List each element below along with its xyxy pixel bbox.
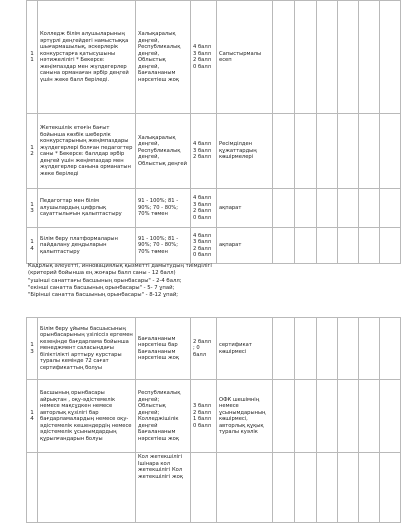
empty-cell [359, 453, 380, 523]
score-cell [191, 453, 217, 523]
empty-cell [359, 1, 380, 114]
empty-cell [295, 453, 317, 523]
row-number: 14 [27, 228, 38, 264]
empty-cell [317, 1, 338, 114]
empty-cell [359, 228, 380, 264]
empty-cell [338, 189, 359, 228]
empty-cell [338, 453, 359, 523]
empty-cell [317, 228, 338, 264]
note-line: "екінші санатта басшының орынбасары" - 5- 7 ұпай; [28, 284, 175, 291]
document-cell: ОФК шешімнің немесе ұсынымдарының көшірмесі, авторлық құқық туралы куәлік [217, 380, 273, 453]
table-row [27, 189, 401, 228]
criterion-cell: Колледж білім алушыларының әртүрлі деңгейдегі намыстыққа шығармашылық, әскерлерік конкурстарға қатысушыны нәтижелілігі * Бекерсе: жеңімпаздар мен жүлдегерлер санына орманаған әрбір деңгей үшін жеке балл беріледі. [38, 1, 136, 114]
table-row [27, 114, 401, 189]
criterion-cell: Басшының орынбасары айрықтан , оқу-әдістемелік немесе мақсұдкен немесе авторлық кұзілігі бар бағдарламалардың немесе оқу-әдістемелік кешендердің немесе әдістемелік ұсынымдардың құрылғандарын болуы [38, 380, 136, 453]
empty-cell [338, 228, 359, 264]
empty-cell [317, 189, 338, 228]
empty-cell [338, 380, 359, 453]
document-cell: ақпарат [217, 189, 273, 228]
document-cell: ақпарат [217, 228, 273, 264]
score-cell: 4 балл 3 балл 2 балл 0 балл [191, 1, 217, 114]
empty-cell [295, 1, 317, 114]
source-cell: 91 - 100%; 81 - 90%; 70 - 80%; 70% төмен [136, 189, 191, 228]
criterion-cell: Педагогтар мен білім алушылардың цифрлық сауаттылығын қалыптастыру [38, 189, 136, 228]
empty-cell [317, 318, 338, 380]
empty-cell [295, 114, 317, 189]
criteria-table-top [26, 0, 401, 264]
document-cell: Ресімділден құжаттардың көшірмелері [217, 114, 273, 189]
document-cell: Сапыстырмалы есеп [217, 1, 273, 114]
empty-cell [295, 380, 317, 453]
score-cell: 2 балл ; 0 балл [191, 318, 217, 380]
empty-cell [273, 1, 295, 114]
score-cell: 3 балл 2 балл 1 балл 0 балл [191, 380, 217, 453]
source-cell: Кол жетекшілігі Ішінара кол жетекшілігі Кол жетекшілігі жоқ [136, 453, 191, 523]
criterion-cell: Білім беру ұйымы басшысының орынбасарының үзіліссіз ергемен кезеңінде бағдарлама бойынша менеджмент саласындағы біліктілікті арттыру курстары туралы кемінде 72 сағат сертификаттың болуы [38, 318, 136, 380]
source-cell: Республикалық деңгей; Облыстық деңгей; Колледжішілік деңгей Бағалананым нәрсетіеш жоқ [136, 380, 191, 453]
empty-cell [380, 228, 401, 264]
empty-cell [273, 380, 295, 453]
criterion-cell: Жетекшілік етеғін бағыт бойынша көзбік шеберлік конкурстарының жеңімпаздары жүлдегерлері болған педагогтер саны * Бекерсе: баллдар әрбір деңгей үшін жеңімпаздар мен жүлдегерлер санына орманатын жеке беріледі [38, 114, 136, 189]
criteria-table-bottom [26, 317, 401, 523]
empty-cell [273, 114, 295, 189]
empty-cell [380, 114, 401, 189]
source-cell: Халықаралық деңгей, Республикалық деңгей, Облыстық деңгей [136, 114, 191, 189]
empty-cell [359, 380, 380, 453]
section-note [28, 263, 388, 299]
empty-cell [273, 453, 295, 523]
empty-cell [295, 189, 317, 228]
source-cell: 91 - 100%; 81 - 90%; 70 - 80%; 70% төмен [136, 228, 191, 264]
note-line: "Бірінші санатта басшының орынбасары" - 8-12 ұпай; [28, 292, 179, 299]
empty-cell [295, 318, 317, 380]
score-cell: 4 балл 3 балл 2 балл 0 балл [191, 228, 217, 264]
empty-cell [380, 189, 401, 228]
criterion-cell [38, 453, 136, 523]
empty-cell [380, 1, 401, 114]
empty-cell [338, 1, 359, 114]
note-line: Кадрлық әлеуетті, инновациялық қызметті дамытудың тиімділігі [28, 263, 212, 269]
row-number: 14 [27, 380, 38, 453]
row-number: 11 [27, 1, 38, 114]
empty-cell [273, 189, 295, 228]
empty-cell [295, 228, 317, 264]
empty-cell [338, 114, 359, 189]
empty-cell [380, 453, 401, 523]
score-cell: 4 балл 3 балл 2 балл [191, 114, 217, 189]
row-number: 13 [27, 189, 38, 228]
empty-cell [317, 114, 338, 189]
table-row [27, 380, 401, 453]
row-number: 13 [27, 318, 38, 380]
empty-cell [273, 228, 295, 264]
note-line: (критерий бойынша ең жоғары балл саны - 12 балл) [28, 270, 176, 277]
criterion-cell: Білім беру платформаларын пайдалану деңдыларын қалыптастыру [38, 228, 136, 264]
empty-cell [273, 318, 295, 380]
empty-cell [359, 114, 380, 189]
source-cell: Халықаралық деңгей, Республикалық деңгей, Облыстық деңгей, Бағалананым нәрсетіеш жоқ [136, 1, 191, 114]
table-row [27, 318, 401, 380]
empty-cell [359, 189, 380, 228]
row-number: 12 [27, 114, 38, 189]
document-cell: сертификат көшірмесі [217, 318, 273, 380]
table-row [27, 1, 401, 114]
document-cell [217, 453, 273, 523]
empty-cell [359, 318, 380, 380]
table-row [27, 453, 401, 523]
table-row [27, 228, 401, 264]
empty-cell [380, 318, 401, 380]
score-cell: 4 балл 3 балл 2 балл 0 балл [191, 189, 217, 228]
empty-cell [380, 380, 401, 453]
source-cell: Бағалананым нәрсетіеш бар Бағалананым нәрсетіеш жоқ [136, 318, 191, 380]
row-number [27, 453, 38, 523]
note-line: "ушінші санаттағы басшының орынбасары" - 2-4 балл; [28, 277, 182, 284]
empty-cell [317, 453, 338, 523]
empty-cell [338, 318, 359, 380]
empty-cell [317, 380, 338, 453]
